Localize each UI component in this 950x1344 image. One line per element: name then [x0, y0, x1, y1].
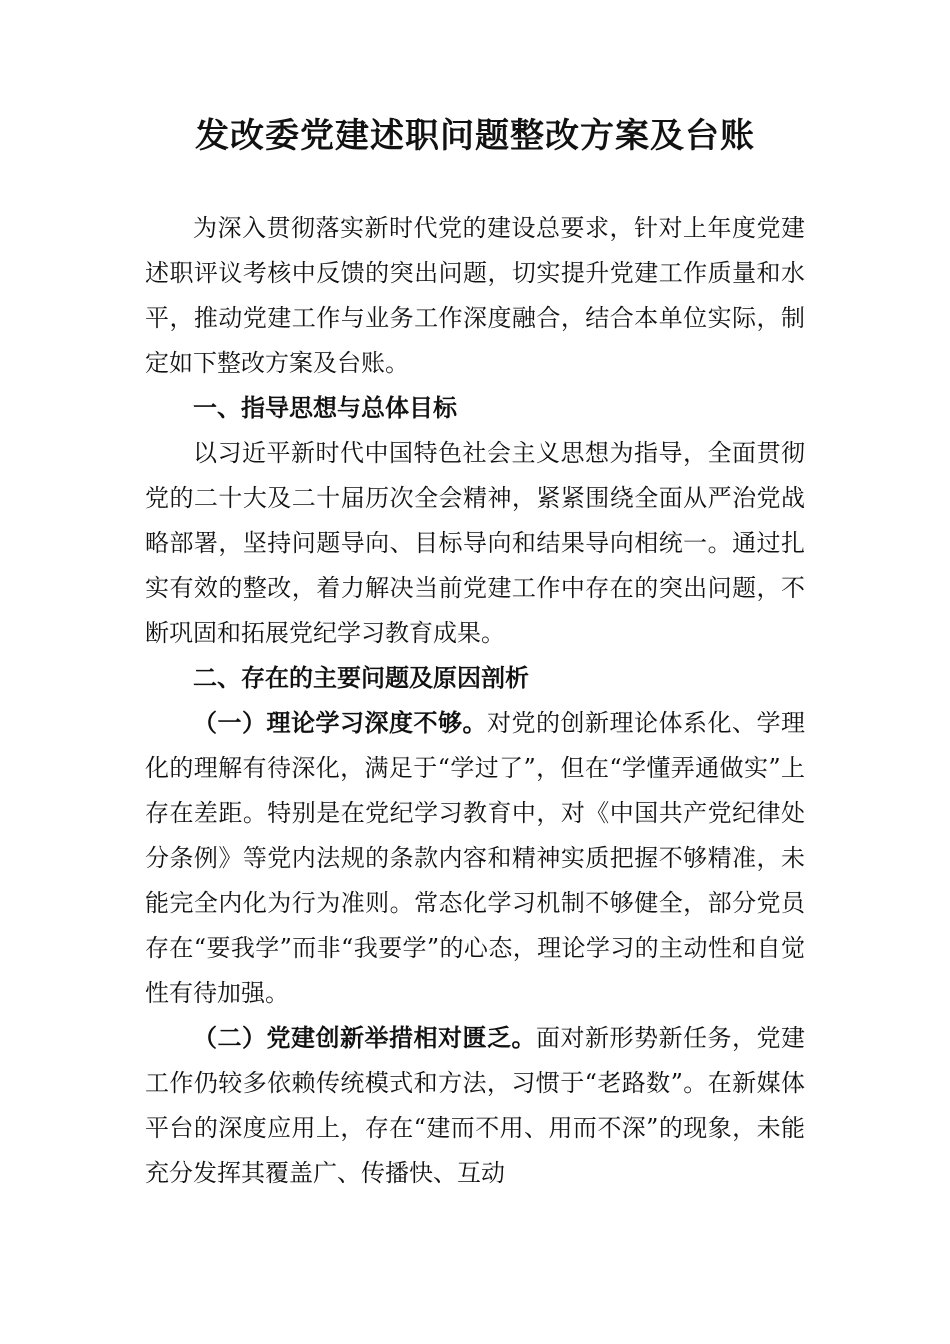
- intro-paragraph: 为深入贯彻落实新时代党的建设总要求，针对上年度党建述职评议考核中反馈的突出问题，切实提升党建工作质量和水平，推动党建工作与业务工作深度融合，结合本单位实际，制定如下整改方案及台账。: [145, 214, 805, 377]
- section-1-paragraph: 以习近平新时代中国特色社会主义思想为指导，全面贯彻党的二十大及二十届历次全会精神，紧紧围绕全面从严治党战略部署，坚持问题导向、目标导向和结果导向相统一。通过扎实有效的整改，着力解决当前党建工作中存在的突出问题，不断巩固和拓展党纪学习教育成果。: [145, 439, 805, 647]
- problem-1-text: 对党的创新理论体系化、学理化的理解有待深化，满足于“学过了”，但在“学懂弄通做实”上存在差距。特别是在党纪学习教育中，对《中国共产党纪律处分条例》等党内法规的条款内容和精神实质把握不够精准，未能完全内化为行为准则。常态化学习机制不够健全，部分党员存在“要我学”而非“我要学”的心态，理论学习的主动性和自觉性有待加强。: [145, 709, 805, 1007]
- section-1-heading: 一、指导思想与总体目标: [193, 394, 457, 422]
- problem-1-title: （一）理论学习深度不够。: [193, 709, 487, 737]
- problem-2-title: （二）党建创新举措相对匮乏。: [193, 1024, 536, 1052]
- document-title: 发改委党建述职问题整改方案及台账: [195, 116, 755, 156]
- problem-2-paragraph: [145, 1016, 805, 1196]
- problem-2-text: 面对新形势新任务，党建工作仍较多依赖传统模式和方法，习惯于“老路数”。在新媒体平台的深度应用上，存在“建而不用、用而不深”的现象，未能充分发挥其覆盖广、传播快、互动: [145, 1024, 805, 1187]
- section-2-heading: 二、存在的主要问题及原因剖析: [193, 664, 529, 692]
- document-body: [145, 206, 805, 1196]
- problem-1-paragraph: [145, 701, 805, 1016]
